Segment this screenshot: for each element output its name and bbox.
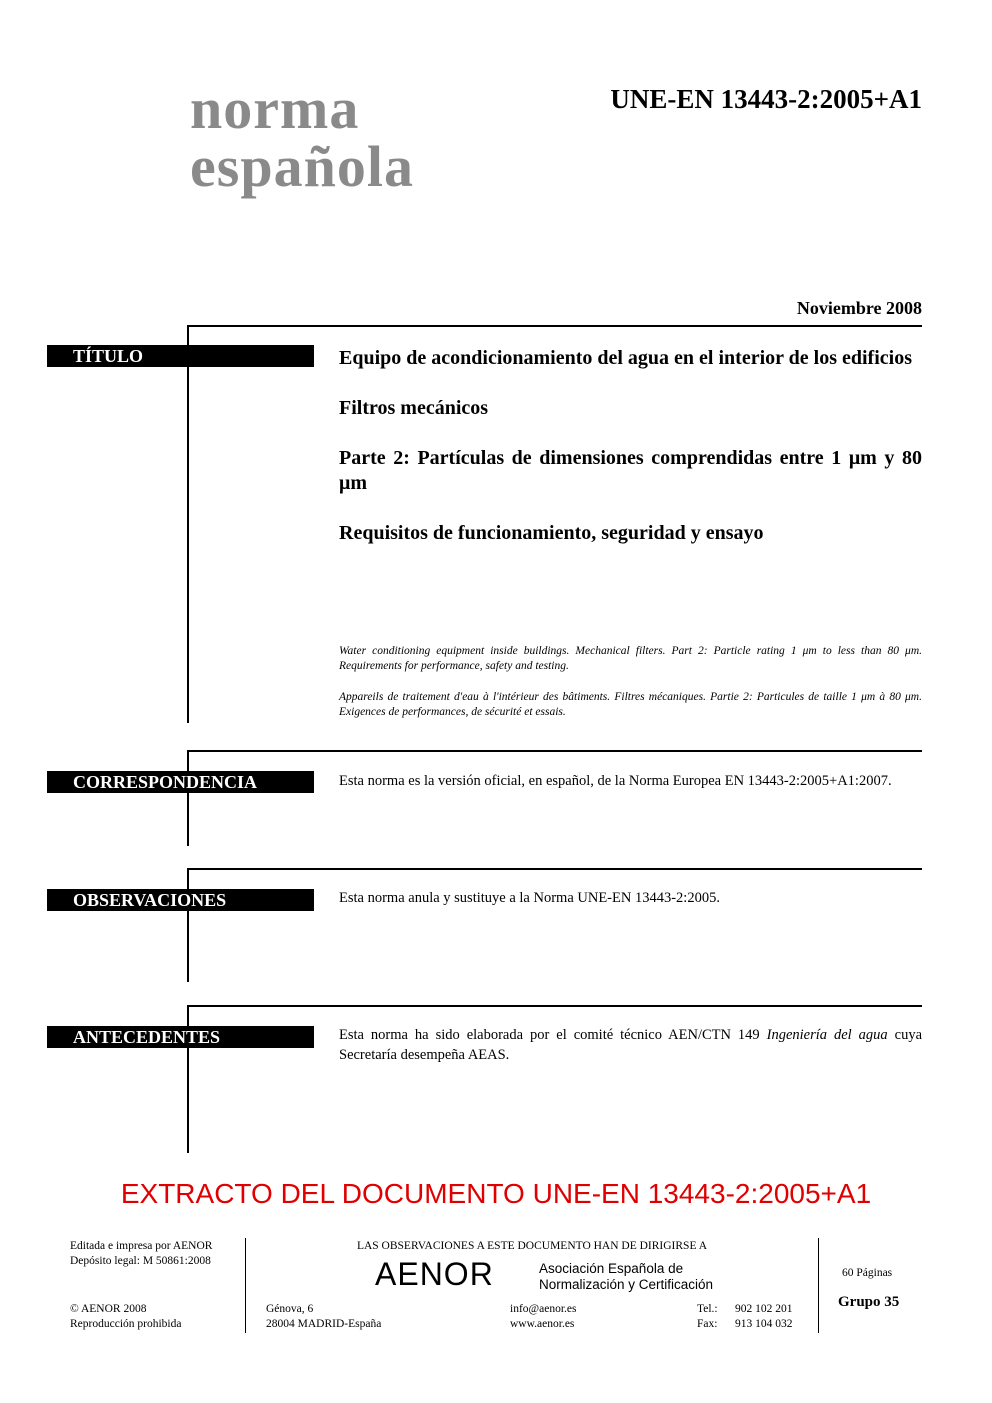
section-divider (187, 1005, 922, 1007)
antecedentes-label: ANTECEDENTES (47, 1026, 314, 1048)
title-english: Water conditioning equipment inside buildings. Mechanical filters. Part 2: Particle rating 1 μm to less than 80 μm. Requirements for performance, safety and testing. (339, 645, 922, 672)
title-french: Appareils de traitement d'eau à l'intérieur des bâtiments. Filtres mécaniques. Partie 2: Particules de taille 1 μm à 80 μm. Exigences de performances, de sécurité et essais. (339, 691, 922, 718)
footer-phone-labels (697, 1302, 718, 1332)
observations-notice: LAS OBSERVACIONES A ESTE DOCUMENTO HAN DE DIRIGIRSE A (356, 1240, 708, 1252)
tel-number: 902 102 201 (735, 1303, 793, 1315)
footer-phone-numbers (735, 1302, 793, 1332)
correspondencia-label: CORRESPONDENCIA (47, 771, 314, 793)
aenor-association (539, 1261, 713, 1293)
footer-contact (510, 1302, 576, 1332)
observaciones-label: OBSERVACIONES (47, 889, 314, 911)
title-requirements: Requisitos de funcionamiento, seguridad y ensayo (339, 522, 764, 544)
footer-divider-right (818, 1238, 819, 1333)
brand-title (190, 76, 414, 199)
title-part: Parte 2: Partículas de dimensiones comprendidas entre 1 μm y 80 μm (339, 447, 922, 494)
aenor-wordmark: AENOR (375, 1256, 494, 1292)
footer-address (266, 1302, 381, 1332)
footer-copyright (70, 1302, 181, 1332)
price-group: Grupo 35 (838, 1294, 900, 1310)
section-divider (187, 750, 922, 752)
correspondencia-text: Esta norma es la versión oficial, en español, de la Norma Europea EN 13443-2:2005+A1:2007. (339, 773, 892, 789)
section-vertical-rule (187, 868, 189, 982)
observaciones-text: Esta norma anula y sustituye a la Norma UNE-EN 13443-2:2005. (339, 890, 720, 906)
footer-publisher (70, 1239, 212, 1269)
standard-code: UNE-EN 13443-2:2005+A1 (610, 84, 922, 114)
tel-label: Tel.: (697, 1303, 718, 1315)
extract-notice: EXTRACTO DEL DOCUMENTO UNE-EN 13443-2:2005+A1 (120, 1178, 872, 1209)
section-divider (187, 868, 922, 870)
committee-name: Ingeniería del agua (766, 1027, 888, 1043)
page-count: 60 Páginas (842, 1267, 893, 1279)
publication-date: Noviembre 2008 (796, 298, 922, 318)
email-link[interactable]: info@aenor.es (510, 1303, 577, 1315)
antecedentes-text-end: cuya Secretaría desempeña AEAS. (339, 1027, 923, 1063)
title-main: Equipo de acondicionamiento del agua en el interior de los edificios (339, 347, 912, 369)
fax-number: 913 104 032 (735, 1318, 793, 1330)
fax-label: Fax: (697, 1318, 718, 1330)
section-vertical-rule (187, 325, 189, 723)
aenor-logo (375, 1256, 494, 1293)
section-divider (187, 325, 922, 327)
brand-line-1: norma (190, 76, 360, 141)
titulo-label: TÍTULO (47, 345, 314, 367)
section-vertical-rule (187, 750, 189, 846)
antecedentes-text (339, 1025, 922, 1065)
association-line-2: Normalización y Certificación (539, 1277, 714, 1292)
website-link[interactable]: www.aenor.es (510, 1318, 575, 1330)
street-address: Génova, 6 (266, 1303, 314, 1315)
brand-line-2: española (190, 134, 414, 199)
reproduction-notice: Reproducción prohibida (70, 1318, 182, 1330)
legal-deposit: Depósito legal: M 50861:2008 (70, 1255, 211, 1267)
edited-by: Editada e impresa por AENOR (70, 1240, 213, 1252)
title-sub: Filtros mecánicos (339, 397, 489, 419)
association-line-1: Asociación Española de (539, 1261, 684, 1276)
copyright: © AENOR 2008 (70, 1303, 147, 1315)
antecedentes-text-start: Esta norma ha sido elaborada por el comité técnico AEN/CTN 149 (339, 1027, 767, 1043)
titulo-content (339, 346, 922, 546)
city-address: 28004 MADRID-España (266, 1318, 382, 1330)
